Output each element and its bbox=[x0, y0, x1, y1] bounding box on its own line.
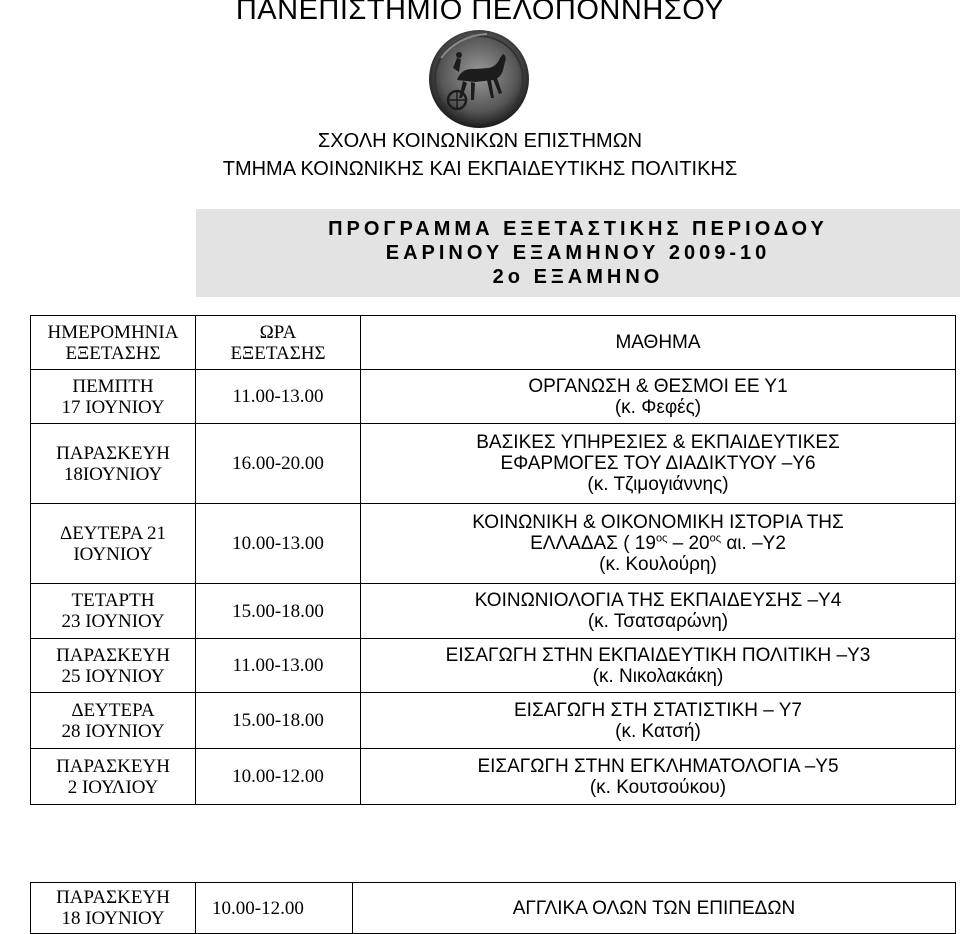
row-date-day: ΠΑΡΑΣΚΕΥΗ bbox=[56, 887, 170, 908]
course-name-line2 bbox=[361, 533, 955, 554]
row-date-date: ΙΟΥΝΙΟΥ bbox=[73, 543, 153, 565]
course-professor: (κ. Κουλούρη) bbox=[599, 554, 717, 575]
row-course bbox=[361, 639, 956, 693]
row-date-date: 18ΙΟΥΝΙΟΥ bbox=[63, 463, 163, 485]
header-time bbox=[196, 316, 361, 370]
course-name: ΒΑΣΙΚΕΣ ΥΠΗΡΕΣΙΕΣ & ΕΚΠΑΙΔΕΥΤΙΚΕΣ bbox=[476, 432, 840, 453]
row-date bbox=[31, 693, 196, 749]
course-name-sup: ος bbox=[655, 532, 668, 545]
row-date bbox=[31, 639, 196, 693]
course-name: ΚΟΙΝΩΝΙΚΗ & ΟΙΚΟΝΟΜΙΚΗ ΙΣΤΟΡΙΑ ΤΗΣ bbox=[472, 512, 844, 533]
program-title-line3: 2ο ΕΞΑΜΗΝΟ bbox=[492, 266, 664, 288]
school-name: ΣΧΟΛΗ ΚΟΙΝΩΝΙΚΩΝ ΕΠΙΣΤΗΜΩΝ bbox=[317, 130, 643, 152]
row-date bbox=[31, 504, 196, 584]
row-course bbox=[361, 370, 956, 424]
course-name-line2: ΕΦΑΡΜΟΓΕΣ ΤΟΥ ΔΙΑΔΙΚΤΥΟΥ –Υ6 bbox=[500, 453, 816, 474]
table-row bbox=[31, 639, 956, 693]
row-time: 10.00-12.00 bbox=[196, 883, 353, 934]
program-title-line2: ΕΑΡΙΝΟΥ ΕΞΑΜΗΝΟΥ 2009-10 bbox=[385, 242, 771, 264]
row-time: 15.00-18.00 bbox=[196, 584, 361, 639]
row-date-date: 25 ΙΟΥΝΙΟΥ bbox=[61, 665, 165, 687]
table-row bbox=[31, 693, 956, 749]
program-title-line1: ΠΡΟΓΡΑΜΜΑ ΕΞΕΤΑΣΤΙΚΗΣ ΠΕΡΙΟΔΟΥ bbox=[328, 218, 828, 240]
course-name-part: ΕΛΛΑΔΑΣ ( 19 bbox=[530, 533, 656, 554]
row-course bbox=[361, 504, 956, 584]
row-course bbox=[361, 584, 956, 639]
row-date-day: ΠΑΡΑΣΚΕΥΗ bbox=[56, 755, 170, 777]
header-date bbox=[31, 316, 196, 370]
course-name: ΕΙΣΑΓΩΓΗ ΣΤΗΝ ΕΓΚΛΗΜΑΤΟΛΟΓΙΑ –Υ5 bbox=[477, 755, 839, 777]
row-date bbox=[31, 883, 196, 934]
row-time: 15.00-18.00 bbox=[196, 693, 361, 749]
course-professor: (κ. Τσατσαρώνη) bbox=[587, 611, 729, 632]
row-course bbox=[361, 749, 956, 805]
exam-schedule-table bbox=[30, 315, 956, 805]
row-course bbox=[361, 693, 956, 749]
row-date-date: 18 ΙΟΥΝΙΟΥ bbox=[61, 908, 165, 929]
row-date-day: ΔΕΥΤΕΡΑ bbox=[71, 699, 155, 721]
row-course bbox=[361, 424, 956, 504]
course-professor: (κ. Τζιμογιάννης) bbox=[587, 474, 729, 495]
row-date bbox=[31, 584, 196, 639]
table-header-row bbox=[31, 316, 956, 370]
course-professor: (κ. Νικολακάκη) bbox=[592, 665, 724, 687]
row-date-date: 2 ΙΟΥΛΙΟΥ bbox=[67, 776, 159, 798]
university-title: ΠΑΝΕΠΙΣΤΗΜΙΟ ΠΕΛΟΠΟΝΝΗΣΟΥ bbox=[235, 0, 725, 26]
course-name-part: – 20 bbox=[667, 533, 710, 554]
table-row bbox=[31, 504, 956, 584]
row-time: 11.00-13.00 bbox=[196, 370, 361, 424]
row-date bbox=[31, 424, 196, 504]
department-name: ΤΜΗΜΑ ΚΟΙΝΩΝΙΚΗΣ ΚΑΙ ΕΚΠΑΙΔΕΥΤΙΚΗΣ ΠΟΛΙΤΙΚΗΣ bbox=[222, 158, 738, 180]
course-professor: (κ. Φεφές) bbox=[614, 396, 702, 418]
row-date-day: ΤΕΤΑΡΤΗ bbox=[71, 590, 155, 611]
row-date-date: 28 ΙΟΥΝΙΟΥ bbox=[61, 720, 165, 742]
row-time: 16.00-20.00 bbox=[196, 424, 361, 504]
row-date-day: ΠΕΜΠΤΗ bbox=[72, 375, 154, 397]
row-date-day: ΠΑΡΑΣΚΕΥΗ bbox=[56, 442, 170, 464]
header-time-line2: ΕΞΕΤΑΣΗΣ bbox=[230, 342, 326, 364]
program-title-box bbox=[196, 209, 960, 297]
row-date-day: ΠΑΡΑΣΚΕΥΗ bbox=[56, 644, 170, 666]
header-date-line1: ΗΜΕΡΟΜΗΝΙΑ bbox=[47, 321, 179, 343]
row-time: 11.00-13.00 bbox=[196, 639, 361, 693]
course-name: ΚΟΙΝΩΝΙΟΛΟΓΙΑ ΤΗΣ ΕΚΠΑΙΔΕΥΣΗΣ –Υ4 bbox=[474, 590, 842, 611]
ancient-coin-logo-icon bbox=[427, 28, 531, 130]
table-row bbox=[31, 883, 956, 934]
row-date bbox=[31, 370, 196, 424]
row-date-day: ΔΕΥΤΕΡΑ 21 bbox=[59, 522, 167, 544]
header-date-line2: ΕΞΕΤΑΣΗΣ bbox=[65, 342, 161, 364]
course-professor: (κ. Κατσή) bbox=[615, 720, 701, 742]
course-professor: (κ. Κουτσούκου) bbox=[589, 776, 727, 798]
english-exam-table bbox=[30, 882, 956, 934]
course-name: ΟΡΓΑΝΩΣΗ & ΘΕΣΜΟΙ ΕΕ Υ1 bbox=[528, 375, 788, 397]
course-name: ΕΙΣΑΓΩΓΗ ΣΤΗ ΣΤΑΤΙΣΤΙΚΗ – Υ7 bbox=[514, 699, 802, 721]
row-date-date: 23 ΙΟΥΝΙΟΥ bbox=[61, 611, 165, 632]
row-time: 10.00-13.00 bbox=[196, 504, 361, 584]
row-time: 10.00-12.00 bbox=[196, 749, 361, 805]
row-course: ΑΓΓΛΙΚΑ ΟΛΩΝ ΤΩΝ ΕΠΙΠΕΔΩΝ bbox=[353, 883, 956, 934]
table-row bbox=[31, 370, 956, 424]
course-name-sup: ος bbox=[709, 532, 722, 545]
table-row bbox=[31, 584, 956, 639]
course-name-part: αι. –Υ2 bbox=[721, 533, 786, 554]
course-name: ΕΙΣΑΓΩΓΗ ΣΤΗΝ ΕΚΠΑΙΔΕΥΤΙΚΗ ΠΟΛΙΤΙΚΗ –Υ3 bbox=[445, 644, 871, 666]
row-date bbox=[31, 749, 196, 805]
table-row bbox=[31, 424, 956, 504]
header-course: ΜΑΘΗΜΑ bbox=[361, 316, 956, 370]
table-row bbox=[31, 749, 956, 805]
header-time-line1: ΩΡΑ bbox=[259, 321, 297, 343]
row-date-date: 17 ΙΟΥΝΙΟΥ bbox=[61, 396, 165, 418]
